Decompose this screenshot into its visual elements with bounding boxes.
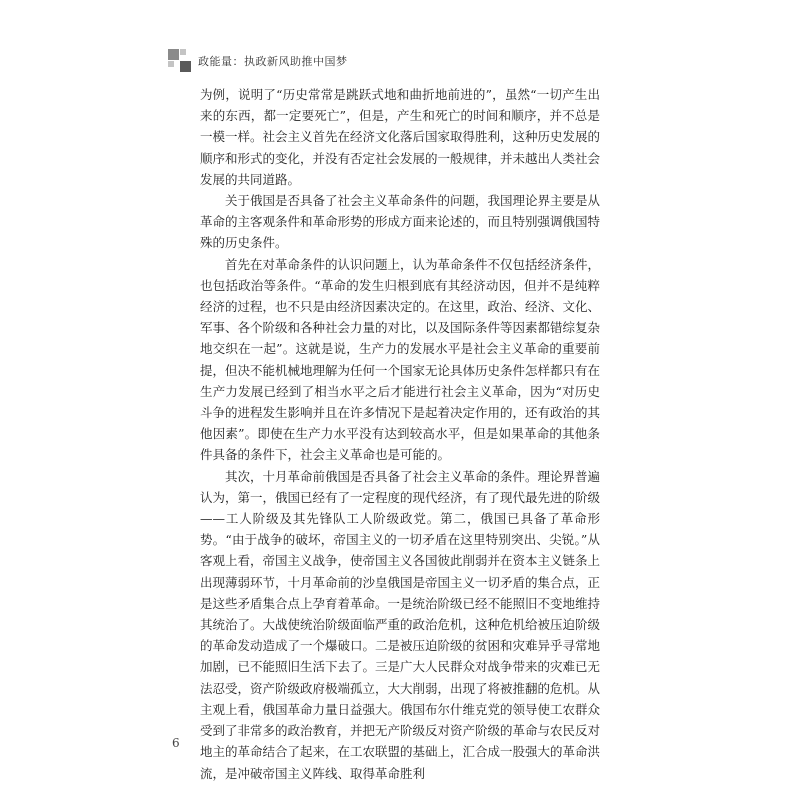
page-number: 6 — [172, 736, 180, 750]
page-body — [200, 84, 600, 784]
paragraph: 关于俄国是否具备了社会主义革命条件的问题，我国理论界主要是从革命的主客观条件和革命形势的形成方面来论述的，而且特别强调俄国特殊的历史条件。 — [200, 193, 601, 251]
square-emblem-icon — [168, 49, 192, 73]
paragraph: 首先在对革命条件的认识问题上，认为革命条件不仅包括经济条件，也包括政治等条件。“革命的发生归根到底有其经济动因，但并不是纯粹经济的过程，也不只是由经济因素决定的。在这里，政治、经济、文化、军事、各个阶级和各种社会力量的对比，以及国际条件等因素都错综复杂地交织在一起”。这就是说，生产力的发展水平是社会主义革命的重要前提，但决不能机械地理解为任何一个国家无论具体历史条件怎样都只有在生产力发展已经到了相当水平之后才能进行社会主义革命，因为“对历史斗争的进程发生影响并且在许多情况下是起着决定作用的，还有政治的其他因素”。即使在生产力水平没有达到较高水平，但是如果革命的其他条件具备的条件下，社会主义革命也是可能的。 — [200, 256, 601, 463]
running-header — [168, 46, 348, 76]
book-title: 政能量：执政新风助推中国梦 — [198, 55, 348, 68]
paragraph: 为例，说明了“历史常常是跳跃式地和曲折地前进的”，虽然“一切产生出来的东西，都一定要死亡”，但是，产生和死亡的时间和顺序，并不总是一模一样。社会主义首先在经济文化落后国家取得胜利，这种历史发展的顺序和形式的变化，并没有否定社会发展的一般规律，并未越出人类社会发展的共同道路。 — [200, 87, 601, 187]
paragraph: 其次，十月革命前俄国是否具备了社会主义革命的条件。理论界普遍认为，第一，俄国已经有了一定程度的现代经济，有了现代最先进的阶级——工人阶级及其先锋队工人阶级政党。第二，俄国已具备了革命形势。“由于战争的破坏，帝国主义的一切矛盾在这里特别突出、尖锐。”从客观上看，帝国主义战争，使帝国主义各国彼此削弱并在资本主义链条上出现薄弱环节，十月革命前的沙皇俄国是帝国主义一切矛盾的集合点，正是这些矛盾集合点上孕育着革命。一是统治阶级已经不能照旧不变地维持其统治了。大战使统治阶级面临严重的政治危机，这种危机给被压迫阶级的革命发动造成了一个爆破口。二是被压迫阶级的贫困和灾难异乎寻常地加剧，已不能照旧生活下去了。三是广大人民群众对战争带来的灾难已无法忍受，资产阶级政府极端孤立，大大削弱，出现了将被推翻的危机。从主观上看，俄国革命力量日益强大。俄国布尔什维克党的领导使工农群众受到了非常多的政治教育，并把无产阶级反对资产阶级的革命与农民反对地主的革命结合了起来，在工农联盟的基础上，汇合成一股强大的革命洪流，是冲破帝国主义阵线、取得革命胜利 — [200, 468, 601, 781]
